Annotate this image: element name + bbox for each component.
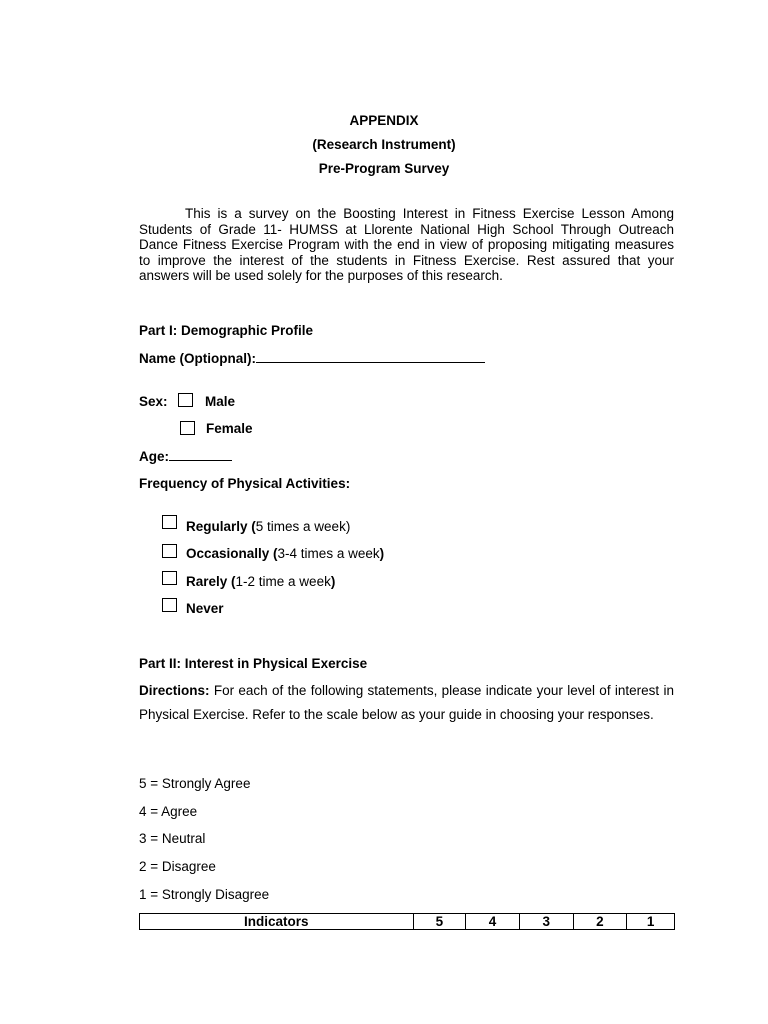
scale-item: 1 = Strongly Disagree (139, 887, 270, 902)
directions-text: For each of the following statements, please indicate your level of interest in Physical Exercise. Refer to the scale below as your guide in choosing your responses. (139, 683, 674, 722)
rating-4-header: 4 (466, 914, 520, 930)
appendix-title: APPENDIX (349, 113, 419, 128)
sex-label: Sex: (139, 394, 168, 409)
scale-item: 4 = Agree (139, 804, 198, 819)
never-checkbox[interactable] (162, 598, 177, 612)
name-field[interactable] (139, 351, 485, 366)
intro-text: This is a survey on the Boosting Interest in Fitness Exercise Lesson Among Students of Grade 11- HUMSS at Llorente National High School Through Outreach Dance Fitness Exercise Program with the end in view of proposing mitigating measures to improve the interest of the students in Fitness Exercise. Rest assured that your answers will be used solely for the purposes of this research. (139, 206, 674, 283)
age-field[interactable] (139, 449, 232, 464)
female-option-label: Female (206, 421, 253, 436)
rating-1-header: 1 (627, 914, 675, 930)
rating-5-header: 5 (413, 914, 466, 930)
name-label: Name (Optiopnal): (139, 351, 256, 366)
regularly-checkbox[interactable] (162, 515, 177, 529)
directions-label: Directions: (139, 683, 210, 698)
occasionally-checkbox[interactable] (162, 544, 177, 558)
female-checkbox[interactable] (180, 421, 195, 435)
occasionally-option: Occasionally (3-4 times a week) (186, 546, 385, 561)
table-header-row (140, 914, 675, 930)
research-instrument-subtitle: (Research Instrument) (312, 137, 456, 152)
scale-item: 3 = Neutral (139, 831, 206, 846)
name-blank-line[interactable] (256, 351, 485, 363)
part1-heading: Part I: Demographic Profile (139, 323, 314, 338)
rating-3-header: 3 (519, 914, 573, 930)
rarely-checkbox[interactable] (162, 571, 177, 585)
survey-title: Pre-Program Survey (318, 161, 450, 176)
male-option-label: Male (205, 394, 236, 409)
part2-heading: Part II: Interest in Physical Exercise (139, 656, 368, 671)
scale-item: 5 = Strongly Agree (139, 776, 251, 791)
indicators-table (139, 913, 675, 930)
age-blank-line[interactable] (169, 449, 232, 461)
never-option: Never (186, 601, 224, 616)
scale-item: 2 = Disagree (139, 859, 216, 874)
regularly-option: Regularly (5 times a week) (186, 519, 351, 534)
intro-paragraph (139, 206, 674, 284)
age-label: Age: (139, 449, 169, 464)
rating-2-header: 2 (573, 914, 627, 930)
rarely-option: Rarely (1-2 time a week) (186, 574, 336, 589)
male-checkbox[interactable] (178, 393, 193, 407)
indicators-header: Indicators (140, 914, 414, 930)
frequency-label: Frequency of Physical Activities: (139, 476, 351, 491)
directions-paragraph (139, 679, 674, 726)
